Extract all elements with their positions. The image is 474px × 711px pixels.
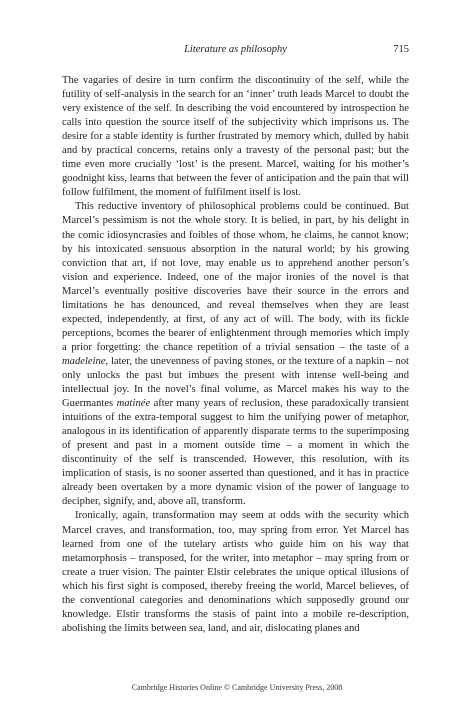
running-head <box>62 44 409 60</box>
text-run: Ironically, again, transformation may seem at odds with the security which Marcel craves, and transformation, too, may spring from error. Yet Marcel has learned from one of the tutelary artists who guide him on his way that metamorphosis – transposed, for the writer, into metaphor – may spring from or create a truer vision. The painter Elstir celebrates the unique optical illusions of which his first sight is composed, thereby freeing the world, Marcel believes, of the conventional categories and denominations which supposedly ground our knowledge. Elstir transforms the stasis of paint into a mobile re-description, abolishing the limits between sea, land, and air, dislocating planes and <box>62 510 409 634</box>
copyright-footer: Cambridge Histories Online © Cambridge University Press, 2008 <box>131 683 343 692</box>
paragraph-1 <box>62 74 409 200</box>
running-title: Literature as philosophy <box>184 44 287 55</box>
text-run: , later, the unevenness of paving stones, or the texture of a napkin – not only unlocks the past but imbues the present with intense well-being and intellectual joy. In the novel’s final volume, as Marcel makes his way to the Guermantes <box>62 355 409 410</box>
italic-run: matinée <box>116 398 151 410</box>
text-run: The vagaries of desire in turn confirm the discontinuity of the self, while the futility of self-analysis in the search for an ‘inner’ truth leads Marcel to doubt the very existence of the self. In describing the void encountered by introspection he calls into question the source itself of the subjectivity which imprisons us. The desire for a stable identity is further frustrated by memory which, dulled by habit and by practical concerns, retains only a travesty of the personal past; but the time even more crucially ‘lost’ is the present. Marcel, waiting for his mother’s goodnight kiss, learns that between the fever of anticipation and the pain that will follow fulfilment, the moment of fulfilment itself is lost. <box>62 75 409 199</box>
paragraph-3 <box>62 509 409 635</box>
italic-run: madeleine <box>62 355 106 367</box>
paragraph-2 <box>62 200 409 509</box>
text-run: This reductive inventory of philosophical problems could be continued. But Marcel’s pessimism is not the whole story. It is belied, in part, by his delight in the comic idiosyncrasies and foibles of those whom, he claims, he cannot know; by his intoxicated sensuous absorption in the natural world; by his growing conviction that art, if not love, may enable us to apprehend another person’s vision and experience. Indeed, one of the major ironies of the novel is that Marcel’s eventually positive discoveries have their source in the errors and limitations he has denounced, and reveal themselves when they are least expected, independently, at first, of any act of will. The body, with its fickle perceptions, bcomes the bearer of enlightenment through memories which imply a prior forgetting: the chance repetition of a trivial sensation – the taste of a <box>62 201 409 353</box>
body-text <box>62 74 409 636</box>
text-run: after many years of reclusion, these paradoxically transient intuitions of the extra-temporal suggest to him the unifying power of metaphor, analogous in its identification of apparently disparate terms to the superimposing of present and past in a moment outside time – a moment in which the discontinuity of the self is transcended. However, this resolution, with its implication of stasis, is no sooner asserted than questioned, and it has in practice already been overtaken by a more dynamic vision of the power of language to decipher, signify, and, above all, transform. <box>62 398 409 508</box>
page-number: 715 <box>393 44 409 55</box>
